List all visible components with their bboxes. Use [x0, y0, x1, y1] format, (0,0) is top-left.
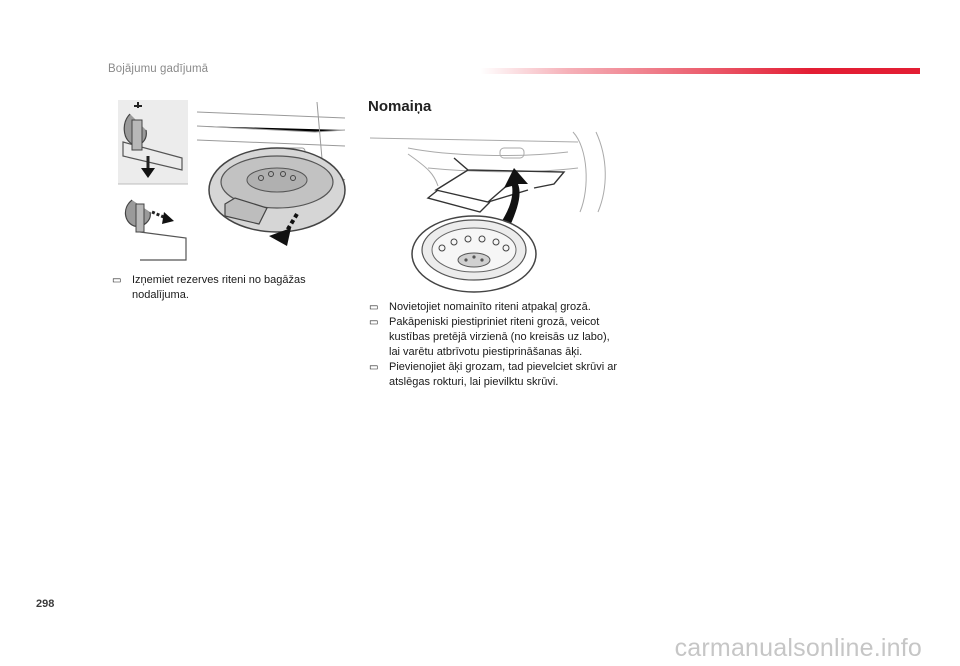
page-number: 298: [36, 598, 55, 610]
list-item: [369, 360, 619, 390]
checkbox-arrow-icon: ▭: [369, 317, 379, 328]
spare-wheel-reinstall-illustration: [368, 128, 610, 293]
spare-wheel-removal-illustration: [195, 100, 350, 250]
list-item: [112, 273, 327, 303]
list-item: [369, 300, 619, 315]
section-title: Bojājumu gadījumā: [108, 63, 209, 75]
checkbox-arrow-icon: ▭: [112, 275, 122, 286]
checkbox-arrow-icon: ▭: [369, 362, 379, 373]
list-item: [369, 315, 619, 360]
watermark: carmanualsonline.info: [674, 634, 922, 662]
step-text: Novietojiet nomainīto riteni atpakaļ grozā.: [389, 301, 591, 313]
hook-detail-illustration: [118, 100, 190, 262]
step-text: Izņemiet rezerves riteni no bagāžas nodalījuma.: [132, 274, 306, 301]
header-accent-bar: [480, 68, 920, 74]
checkbox-arrow-icon: ▭: [369, 302, 379, 313]
step-text: Pievienojiet āķi grozam, tad pievelciet skrūvi ar atslēgas rokturi, lai pievilktu skrūvi.: [389, 361, 618, 388]
section-heading: Nomaiņa: [368, 98, 432, 115]
step-text: Pakāpeniski piestipriniet riteni grozā, veicot kustības pretējā virzienā (no kreisās uz labo), lai varētu atbrīvotu piestiprināšanas āķi.: [389, 316, 610, 358]
